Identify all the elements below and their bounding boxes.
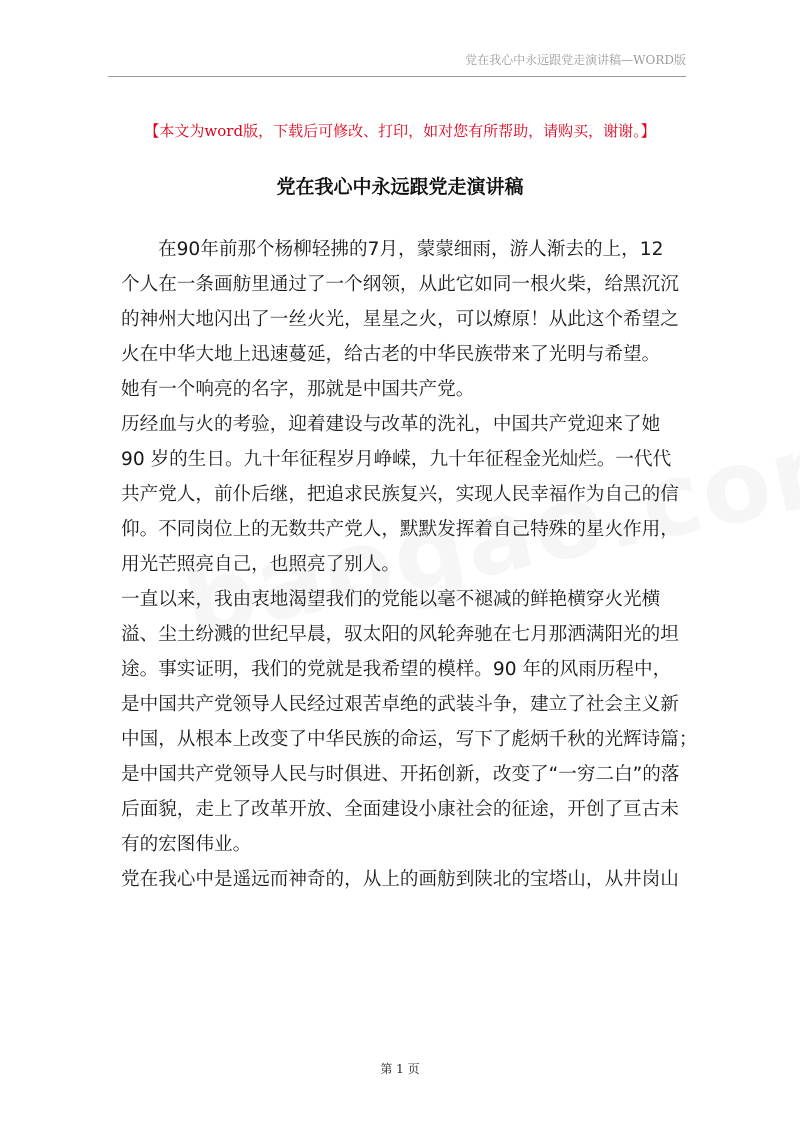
page-header [108, 52, 686, 77]
text-line: 仰。不同岗位上的无数共产党人，默默发挥着自己特殊的星火作用， [121, 519, 679, 540]
document-body [121, 232, 696, 897]
text-line: 历经血与火的考验，迎着建设与改革的洗礼，中国共产党迎来了她 [121, 414, 661, 435]
text-line: 在90年前那个杨柳轻拂的7月，蒙蒙细雨，游人渐去的上，12 [158, 239, 664, 260]
purchase-notice: 【本文为word版，下载后可修改、打印，如对您有所帮助，请购买，谢谢。】 [144, 122, 656, 140]
paragraph-1 [121, 232, 696, 407]
text-line: 中国，从根本上改变了中华民族的命运，写下了彪炳千秋的光辉诗篇； [121, 729, 698, 750]
header-text: 党在我心中永远跟党走演讲稿—WORD版 [465, 53, 686, 67]
text-line: 是中国共产党领导人民与时俱进、开拓创新，改变了“一穷二白”的落 [121, 764, 680, 785]
text-line: 她有一个响亮的名字，那就是中国共产党。 [121, 379, 475, 400]
text-line: 个人在一条画舫里通过了一个纲领，从此它如同一根火柴，给黑沉沉 [121, 274, 679, 295]
text-line: 的神州大地闪出了一丝火光，星星之火，可以燎原！从此这个希望之 [121, 309, 679, 330]
text-line: 党在我心中是遥远而神奇的，从上的画舫到陕北的宝塔山，从井岗山 [121, 869, 679, 890]
paragraph-4 [121, 862, 696, 897]
paragraph-3 [121, 582, 696, 862]
paragraph-2 [121, 407, 696, 582]
text-line: 后面貌，走上了改革开放、全面建设小康社会的征途，开创了亘古未 [121, 799, 679, 820]
text-line: 溢、尘土纷溅的世纪早晨，驭太阳的风轮奔驰在七月那洒满阳光的坦 [121, 624, 679, 645]
page-number: 第 1 页 [380, 1062, 420, 1076]
text-line: 一直以来，我由衷地渴望我们的党能以毫不褪减的鲜艳横穿火光横 [121, 589, 661, 610]
text-line: 是中国共产党领导人民经过艰苦卓绝的武装斗争，建立了社会主义新 [121, 694, 679, 715]
text-line: 用光芒照亮自己，也照亮了别人。 [121, 554, 400, 575]
document-title: 党在我心中永远跟党走演讲稿 [276, 176, 524, 198]
text-line: 共产党人，前仆后继，把追求民族复兴，实现人民幸福作为自己的信 [121, 484, 679, 505]
text-line: 有的宏图伟业。 [121, 834, 252, 855]
text-line: 火在中华大地上迅速蔓延，给古老的中华民族带来了光明与希望。 [121, 344, 661, 365]
text-line: 90 岁的生日。九十年征程岁月峥嵘，九十年征程金光灿烂。一代代 [121, 449, 672, 470]
page-footer [0, 1060, 800, 1077]
text-line: 途。事实证明，我们的党就是我希望的模样。90 年的风雨历程中， [121, 659, 672, 680]
